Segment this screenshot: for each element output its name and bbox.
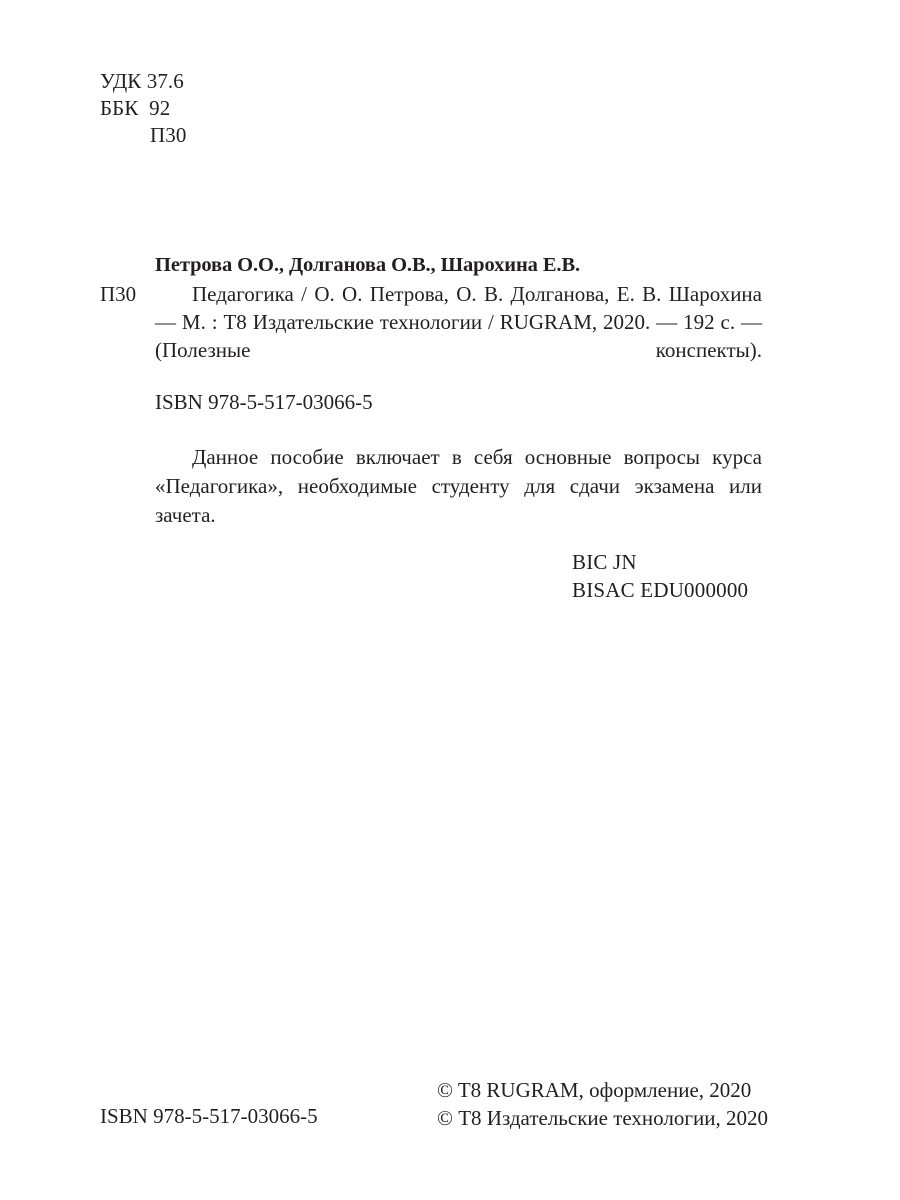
bbk-code: ББК 92 bbox=[100, 96, 171, 120]
bic-code: BIC JN bbox=[572, 550, 637, 574]
bibliographic-record bbox=[100, 252, 762, 392]
classification-codes-block bbox=[100, 68, 186, 149]
footer-isbn: ISBN 978-5-517-03066-5 bbox=[100, 1104, 318, 1128]
udc-code: УДК 37.6 bbox=[100, 69, 184, 93]
annotation-paragraph: Данное пособие включает в себя основные вопросы курса «Педагогика», необходимые студенту для сдачи экзамена или зачета. bbox=[155, 445, 762, 527]
subject-codes-block bbox=[572, 548, 748, 604]
record-body bbox=[100, 280, 762, 392]
copyright-publisher-line: © Т8 Издательские технологии, 2020 bbox=[437, 1106, 768, 1130]
record-authors: Петрова О.О., Долганова О.В., Шарохина Е.В. bbox=[155, 254, 581, 276]
footer-copyright-block bbox=[437, 1076, 768, 1132]
bisac-code: BISAC EDU000000 bbox=[572, 578, 749, 602]
copyright-design-line: © T8 RUGRAM, оформление, 2020 bbox=[437, 1078, 752, 1102]
author-sign-code: П30 bbox=[150, 123, 187, 147]
record-description: Педагогика / О. О. Петрова, О. В. Долганова, Е. В. Шарохина — М. : Т8 Издательские технологии / RUGRAM, 2020. — 192 с. — (Полезные конспекты). bbox=[155, 282, 762, 362]
record-isbn: ISBN 978-5-517-03066-5 bbox=[155, 390, 373, 414]
record-sigla: П30 bbox=[100, 282, 137, 306]
